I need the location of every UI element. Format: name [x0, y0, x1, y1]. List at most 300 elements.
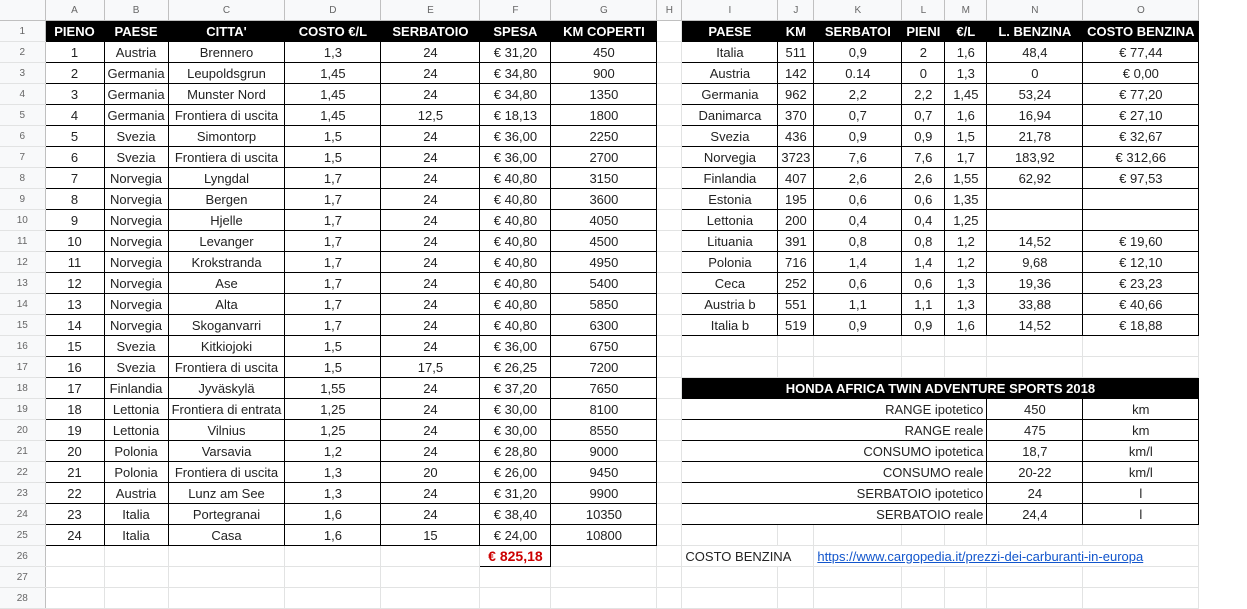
row-number[interactable]: 7	[0, 147, 45, 168]
empty-cell[interactable]	[987, 588, 1083, 609]
empty-cell[interactable]	[45, 588, 104, 609]
right-data-cell[interactable]: 1,5	[945, 126, 987, 147]
left-data-cell[interactable]: Frontiera di uscita	[168, 147, 285, 168]
left-data-cell[interactable]: € 37,20	[480, 378, 551, 399]
empty-cell[interactable]	[657, 294, 682, 315]
left-data-cell[interactable]: Jyväskylä	[168, 378, 285, 399]
left-data-cell[interactable]: Svezia	[104, 147, 168, 168]
empty-cell[interactable]	[168, 588, 285, 609]
right-data-cell[interactable]: 16,94	[987, 105, 1083, 126]
right-data-cell[interactable]	[987, 189, 1083, 210]
right-data-cell[interactable]: € 27,10	[1083, 105, 1199, 126]
left-data-cell[interactable]: 10800	[551, 525, 657, 546]
left-data-cell[interactable]: Vilnius	[168, 420, 285, 441]
right-data-cell[interactable]: 1,4	[814, 252, 902, 273]
right-data-cell[interactable]: Svezia	[682, 126, 778, 147]
right-data-cell[interactable]: 0,4	[814, 210, 902, 231]
right-data-cell[interactable]: 0,9	[814, 315, 902, 336]
left-data-cell[interactable]: 9000	[551, 441, 657, 462]
empty-cell[interactable]	[657, 462, 682, 483]
empty-cell[interactable]	[902, 588, 945, 609]
left-data-cell[interactable]: 24	[381, 441, 480, 462]
honda-unit-cell[interactable]: km/l	[1083, 441, 1199, 462]
right-data-cell[interactable]: 1,6	[945, 315, 987, 336]
right-data-cell[interactable]: Italia b	[682, 315, 778, 336]
right-data-cell[interactable]: 14,52	[987, 315, 1083, 336]
right-data-cell[interactable]: 2,6	[902, 168, 945, 189]
right-data-cell[interactable]: Austria b	[682, 294, 778, 315]
left-data-cell[interactable]: 1,45	[285, 105, 381, 126]
row-number[interactable]: 11	[0, 231, 45, 252]
left-data-cell[interactable]: Austria	[104, 42, 168, 63]
left-data-cell[interactable]: 1,7	[285, 231, 381, 252]
left-data-cell[interactable]: 1,45	[285, 84, 381, 105]
left-header-cell[interactable]: KM COPERTI	[551, 21, 657, 42]
left-data-cell[interactable]: 24	[381, 336, 480, 357]
left-data-cell[interactable]: Bergen	[168, 189, 285, 210]
right-data-cell[interactable]: 1,45	[945, 84, 987, 105]
left-data-cell[interactable]: 24	[381, 399, 480, 420]
row-number[interactable]: 2	[0, 42, 45, 63]
left-data-cell[interactable]: Norvegia	[104, 273, 168, 294]
left-data-cell[interactable]: Germania	[104, 63, 168, 84]
left-data-cell[interactable]: 24	[381, 63, 480, 84]
empty-cell[interactable]	[104, 588, 168, 609]
right-data-cell[interactable]: 19,36	[987, 273, 1083, 294]
empty-cell[interactable]	[657, 84, 682, 105]
left-data-cell[interactable]: 24	[381, 231, 480, 252]
left-data-cell[interactable]: Norvegia	[104, 315, 168, 336]
left-data-cell[interactable]: 24	[381, 189, 480, 210]
left-data-cell[interactable]: € 40,80	[480, 273, 551, 294]
empty-cell[interactable]	[551, 546, 657, 567]
left-data-cell[interactable]: € 26,25	[480, 357, 551, 378]
right-data-cell[interactable]: 0,6	[814, 273, 902, 294]
left-data-cell[interactable]: 17	[45, 378, 104, 399]
left-data-cell[interactable]: € 24,00	[480, 525, 551, 546]
left-data-cell[interactable]: € 30,00	[480, 420, 551, 441]
left-data-cell[interactable]: 2700	[551, 147, 657, 168]
empty-cell[interactable]	[657, 63, 682, 84]
left-data-cell[interactable]: 1,2	[285, 441, 381, 462]
right-data-cell[interactable]: 7,6	[902, 147, 945, 168]
right-data-cell[interactable]: 0.14	[814, 63, 902, 84]
left-data-cell[interactable]: 1,6	[285, 504, 381, 525]
empty-cell[interactable]	[902, 357, 945, 378]
honda-label-cell[interactable]: SERBATOIO ipotetico	[682, 483, 987, 504]
left-data-cell[interactable]: € 31,20	[480, 483, 551, 504]
empty-cell[interactable]	[657, 231, 682, 252]
right-data-cell[interactable]: 1,6	[945, 42, 987, 63]
empty-cell[interactable]	[778, 336, 814, 357]
column-header-j[interactable]: J	[778, 0, 814, 21]
right-data-cell[interactable]: Danimarca	[682, 105, 778, 126]
right-data-cell[interactable]: € 77,44	[1083, 42, 1199, 63]
right-data-cell[interactable]: 195	[778, 189, 814, 210]
empty-cell[interactable]	[987, 525, 1083, 546]
row-number[interactable]: 20	[0, 420, 45, 441]
left-data-cell[interactable]: 18	[45, 399, 104, 420]
left-data-cell[interactable]: 19	[45, 420, 104, 441]
empty-cell[interactable]	[657, 588, 682, 609]
row-number[interactable]: 15	[0, 315, 45, 336]
honda-unit-cell[interactable]: km	[1083, 420, 1199, 441]
left-data-cell[interactable]: Norvegia	[104, 189, 168, 210]
right-data-cell[interactable]: 551	[778, 294, 814, 315]
right-data-cell[interactable]: 0,6	[902, 189, 945, 210]
empty-cell[interactable]	[285, 567, 381, 588]
right-data-cell[interactable]: 7,6	[814, 147, 902, 168]
left-data-cell[interactable]: 1,7	[285, 210, 381, 231]
left-data-cell[interactable]: 1,3	[285, 42, 381, 63]
honda-unit-cell[interactable]: km/l	[1083, 462, 1199, 483]
empty-cell[interactable]	[1083, 357, 1199, 378]
left-data-cell[interactable]: Lyngdal	[168, 168, 285, 189]
right-data-cell[interactable]: 252	[778, 273, 814, 294]
left-data-cell[interactable]: 16	[45, 357, 104, 378]
right-data-cell[interactable]: € 18,88	[1083, 315, 1199, 336]
left-data-cell[interactable]: 6300	[551, 315, 657, 336]
right-data-cell[interactable]: 48,4	[987, 42, 1083, 63]
right-data-cell[interactable]: Germania	[682, 84, 778, 105]
right-data-cell[interactable]: € 0,00	[1083, 63, 1199, 84]
right-data-cell[interactable]: 407	[778, 168, 814, 189]
right-data-cell[interactable]: 1,4	[902, 252, 945, 273]
row-number[interactable]: 22	[0, 462, 45, 483]
left-data-cell[interactable]: 20	[45, 441, 104, 462]
row-number[interactable]: 8	[0, 168, 45, 189]
left-data-cell[interactable]: € 31,20	[480, 42, 551, 63]
right-data-cell[interactable]: 2,2	[814, 84, 902, 105]
left-data-cell[interactable]: 7650	[551, 378, 657, 399]
left-data-cell[interactable]: Norvegia	[104, 231, 168, 252]
empty-cell[interactable]	[381, 546, 480, 567]
honda-value-cell[interactable]: 20-22	[987, 462, 1083, 483]
right-data-cell[interactable]: 62,92	[987, 168, 1083, 189]
empty-cell[interactable]	[657, 147, 682, 168]
right-data-cell[interactable]: 1,6	[945, 105, 987, 126]
empty-cell[interactable]	[657, 546, 682, 567]
right-header-cell[interactable]: L. BENZINA	[987, 21, 1083, 42]
empty-cell[interactable]	[480, 567, 551, 588]
empty-cell[interactable]	[657, 210, 682, 231]
right-data-cell[interactable]: 0,9	[902, 315, 945, 336]
corner-cell[interactable]	[0, 0, 45, 21]
right-data-cell[interactable]: 1,3	[945, 273, 987, 294]
left-data-cell[interactable]: Simontorp	[168, 126, 285, 147]
row-number[interactable]: 10	[0, 210, 45, 231]
left-data-cell[interactable]: Casa	[168, 525, 285, 546]
right-data-cell[interactable]: 0,9	[814, 126, 902, 147]
left-data-cell[interactable]: 1,5	[285, 147, 381, 168]
right-data-cell[interactable]: € 23,23	[1083, 273, 1199, 294]
right-data-cell[interactable]: € 77,20	[1083, 84, 1199, 105]
empty-cell[interactable]	[778, 357, 814, 378]
right-data-cell[interactable]: € 32,67	[1083, 126, 1199, 147]
empty-cell[interactable]	[104, 546, 168, 567]
right-data-cell[interactable]	[1083, 210, 1199, 231]
empty-cell[interactable]	[657, 42, 682, 63]
empty-cell[interactable]	[945, 357, 987, 378]
left-data-cell[interactable]: Lettonia	[104, 420, 168, 441]
empty-cell[interactable]	[945, 525, 987, 546]
left-data-cell[interactable]: 24	[381, 126, 480, 147]
empty-cell[interactable]	[1083, 525, 1199, 546]
left-data-cell[interactable]: Finlandia	[104, 378, 168, 399]
left-data-cell[interactable]: 24	[381, 504, 480, 525]
left-data-cell[interactable]: 8100	[551, 399, 657, 420]
left-data-cell[interactable]: € 34,80	[480, 84, 551, 105]
left-data-cell[interactable]: 4	[45, 105, 104, 126]
left-data-cell[interactable]: 9900	[551, 483, 657, 504]
left-data-cell[interactable]: 12,5	[381, 105, 480, 126]
left-data-cell[interactable]: 1	[45, 42, 104, 63]
left-data-cell[interactable]: € 40,80	[480, 252, 551, 273]
left-data-cell[interactable]: 4050	[551, 210, 657, 231]
empty-cell[interactable]	[657, 126, 682, 147]
left-data-cell[interactable]: 23	[45, 504, 104, 525]
left-data-cell[interactable]: 24	[45, 525, 104, 546]
column-header-k[interactable]: K	[814, 0, 902, 21]
right-data-cell[interactable]: 1,2	[945, 231, 987, 252]
right-data-cell[interactable]: 183,92	[987, 147, 1083, 168]
left-data-cell[interactable]: 24	[381, 420, 480, 441]
left-data-cell[interactable]: 1,6	[285, 525, 381, 546]
right-data-cell[interactable]: 21,78	[987, 126, 1083, 147]
left-data-cell[interactable]: 24	[381, 294, 480, 315]
right-data-cell[interactable]: 0,8	[902, 231, 945, 252]
right-data-cell[interactable]: € 40,66	[1083, 294, 1199, 315]
empty-cell[interactable]	[814, 336, 902, 357]
left-data-cell[interactable]: Austria	[104, 483, 168, 504]
right-header-cell[interactable]: KM	[778, 21, 814, 42]
empty-cell[interactable]	[902, 525, 945, 546]
left-data-cell[interactable]: 9450	[551, 462, 657, 483]
honda-label-cell[interactable]: CONSUMO ipotetica	[682, 441, 987, 462]
right-data-cell[interactable]: 33,88	[987, 294, 1083, 315]
honda-unit-cell[interactable]: km	[1083, 399, 1199, 420]
left-data-cell[interactable]: Polonia	[104, 462, 168, 483]
left-data-cell[interactable]: Italia	[104, 525, 168, 546]
left-data-cell[interactable]: 1,45	[285, 63, 381, 84]
empty-cell[interactable]	[285, 588, 381, 609]
left-data-cell[interactable]: Brennero	[168, 42, 285, 63]
right-data-cell[interactable]: 14,52	[987, 231, 1083, 252]
left-data-cell[interactable]: Norvegia	[104, 210, 168, 231]
right-data-cell[interactable]: 370	[778, 105, 814, 126]
row-number[interactable]: 25	[0, 525, 45, 546]
left-data-cell[interactable]: € 40,80	[480, 315, 551, 336]
left-data-cell[interactable]: € 36,00	[480, 126, 551, 147]
empty-cell[interactable]	[657, 168, 682, 189]
right-data-cell[interactable]: 511	[778, 42, 814, 63]
left-data-cell[interactable]: 8	[45, 189, 104, 210]
left-data-cell[interactable]: € 34,80	[480, 63, 551, 84]
left-data-cell[interactable]: € 36,00	[480, 336, 551, 357]
left-data-cell[interactable]: € 38,40	[480, 504, 551, 525]
left-data-cell[interactable]: 1,7	[285, 294, 381, 315]
left-data-cell[interactable]: Alta	[168, 294, 285, 315]
left-data-cell[interactable]: 4500	[551, 231, 657, 252]
column-header-n[interactable]: N	[987, 0, 1083, 21]
left-data-cell[interactable]: 1800	[551, 105, 657, 126]
left-data-cell[interactable]: 3150	[551, 168, 657, 189]
honda-label-cell[interactable]: SERBATOIO reale	[682, 504, 987, 525]
row-number[interactable]: 9	[0, 189, 45, 210]
left-data-cell[interactable]: 2	[45, 63, 104, 84]
honda-value-cell[interactable]: 450	[987, 399, 1083, 420]
left-data-cell[interactable]: Polonia	[104, 441, 168, 462]
left-data-cell[interactable]: 10350	[551, 504, 657, 525]
right-data-cell[interactable]: Finlandia	[682, 168, 778, 189]
left-header-cell[interactable]: CITTA'	[168, 21, 285, 42]
empty-cell[interactable]	[778, 525, 814, 546]
empty-cell[interactable]	[1083, 336, 1199, 357]
left-data-cell[interactable]: Svezia	[104, 336, 168, 357]
left-data-cell[interactable]: 1350	[551, 84, 657, 105]
right-data-cell[interactable]: 1,3	[945, 63, 987, 84]
right-data-cell[interactable]: Estonia	[682, 189, 778, 210]
row-number[interactable]: 23	[0, 483, 45, 504]
right-data-cell[interactable]: 1,25	[945, 210, 987, 231]
row-number[interactable]: 28	[0, 588, 45, 609]
column-header-m[interactable]: M	[945, 0, 987, 21]
left-data-cell[interactable]: € 30,00	[480, 399, 551, 420]
left-data-cell[interactable]: 6750	[551, 336, 657, 357]
right-header-cell[interactable]: PAESE	[682, 21, 778, 42]
left-data-cell[interactable]: Germania	[104, 84, 168, 105]
row-number[interactable]: 19	[0, 399, 45, 420]
empty-cell[interactable]	[1083, 567, 1199, 588]
left-data-cell[interactable]: 2250	[551, 126, 657, 147]
right-data-cell[interactable]: 9,68	[987, 252, 1083, 273]
left-data-cell[interactable]: Portegranai	[168, 504, 285, 525]
left-data-cell[interactable]: Svezia	[104, 126, 168, 147]
right-data-cell[interactable]: 2,6	[814, 168, 902, 189]
honda-unit-cell[interactable]: l	[1083, 504, 1199, 525]
left-data-cell[interactable]: € 40,80	[480, 210, 551, 231]
left-data-cell[interactable]: 22	[45, 483, 104, 504]
left-header-cell[interactable]: COSTO €/L	[285, 21, 381, 42]
left-data-cell[interactable]: Norvegia	[104, 168, 168, 189]
right-data-cell[interactable]: 2	[902, 42, 945, 63]
empty-cell[interactable]	[1083, 588, 1199, 609]
left-data-cell[interactable]: 15	[381, 525, 480, 546]
column-header-l[interactable]: L	[902, 0, 945, 21]
left-data-cell[interactable]: 24	[381, 84, 480, 105]
left-data-cell[interactable]: € 40,80	[480, 294, 551, 315]
right-data-cell[interactable]: 519	[778, 315, 814, 336]
left-data-cell[interactable]: 5	[45, 126, 104, 147]
row-number[interactable]: 12	[0, 252, 45, 273]
empty-cell[interactable]	[987, 567, 1083, 588]
row-number[interactable]: 1	[0, 21, 45, 42]
empty-cell[interactable]	[551, 567, 657, 588]
left-data-cell[interactable]: Lettonia	[104, 399, 168, 420]
column-header-a[interactable]: A	[45, 0, 104, 21]
column-header-c[interactable]: C	[168, 0, 285, 21]
right-data-cell[interactable]: 1,2	[945, 252, 987, 273]
honda-value-cell[interactable]: 24	[987, 483, 1083, 504]
row-number[interactable]: 13	[0, 273, 45, 294]
left-data-cell[interactable]: 21	[45, 462, 104, 483]
right-data-cell[interactable]: 1,1	[814, 294, 902, 315]
left-data-cell[interactable]: € 28,80	[480, 441, 551, 462]
right-data-cell[interactable]: 0,9	[814, 42, 902, 63]
empty-cell[interactable]	[987, 357, 1083, 378]
right-data-cell[interactable]: 0	[987, 63, 1083, 84]
left-data-cell[interactable]: 24	[381, 378, 480, 399]
left-header-cell[interactable]: SERBATOIO	[381, 21, 480, 42]
left-data-cell[interactable]: € 36,00	[480, 147, 551, 168]
empty-cell[interactable]	[657, 567, 682, 588]
empty-cell[interactable]	[285, 546, 381, 567]
column-header-g[interactable]: G	[551, 0, 657, 21]
column-header-f[interactable]: F	[480, 0, 551, 21]
empty-cell[interactable]	[657, 21, 682, 42]
right-data-cell[interactable]: Italia	[682, 42, 778, 63]
right-data-cell[interactable]: 1,3	[945, 294, 987, 315]
empty-cell[interactable]	[657, 189, 682, 210]
left-header-cell[interactable]: PAESE	[104, 21, 168, 42]
left-data-cell[interactable]: 15	[45, 336, 104, 357]
empty-cell[interactable]	[381, 567, 480, 588]
left-data-cell[interactable]: Munster Nord	[168, 84, 285, 105]
left-data-cell[interactable]: 7	[45, 168, 104, 189]
empty-cell[interactable]	[657, 399, 682, 420]
left-header-cell[interactable]: PIENO	[45, 21, 104, 42]
empty-cell[interactable]	[381, 588, 480, 609]
left-data-cell[interactable]: 1,7	[285, 252, 381, 273]
left-data-cell[interactable]: Lunz am See	[168, 483, 285, 504]
empty-cell[interactable]	[168, 567, 285, 588]
right-data-cell[interactable]: 0,7	[814, 105, 902, 126]
empty-cell[interactable]	[45, 567, 104, 588]
column-header-d[interactable]: D	[285, 0, 381, 21]
right-data-cell[interactable]: € 97,53	[1083, 168, 1199, 189]
row-number[interactable]: 14	[0, 294, 45, 315]
row-number[interactable]: 17	[0, 357, 45, 378]
empty-cell[interactable]	[945, 567, 987, 588]
left-data-cell[interactable]: 1,3	[285, 462, 381, 483]
empty-cell[interactable]	[657, 504, 682, 525]
right-data-cell[interactable]: Lituania	[682, 231, 778, 252]
left-data-cell[interactable]: 3	[45, 84, 104, 105]
right-data-cell[interactable]: 1,35	[945, 189, 987, 210]
row-number[interactable]: 21	[0, 441, 45, 462]
honda-unit-cell[interactable]: l	[1083, 483, 1199, 504]
honda-value-cell[interactable]: 475	[987, 420, 1083, 441]
left-data-cell[interactable]: 24	[381, 273, 480, 294]
left-data-cell[interactable]: 11	[45, 252, 104, 273]
row-number[interactable]: 4	[0, 84, 45, 105]
left-data-cell[interactable]: Varsavia	[168, 441, 285, 462]
empty-cell[interactable]	[657, 273, 682, 294]
row-number[interactable]: 18	[0, 378, 45, 399]
right-data-cell[interactable]: 2,2	[902, 84, 945, 105]
left-data-cell[interactable]: 1,5	[285, 336, 381, 357]
right-header-cell[interactable]: SERBATOI	[814, 21, 902, 42]
left-data-cell[interactable]: 1,7	[285, 168, 381, 189]
left-data-cell[interactable]: Ase	[168, 273, 285, 294]
right-data-cell[interactable]: 0,8	[814, 231, 902, 252]
column-header-i[interactable]: I	[682, 0, 778, 21]
empty-cell[interactable]	[814, 357, 902, 378]
left-data-cell[interactable]: Krokstranda	[168, 252, 285, 273]
right-data-cell[interactable]: Polonia	[682, 252, 778, 273]
left-data-cell[interactable]: Frontiera di entrata	[168, 399, 285, 420]
left-data-cell[interactable]: Norvegia	[104, 294, 168, 315]
